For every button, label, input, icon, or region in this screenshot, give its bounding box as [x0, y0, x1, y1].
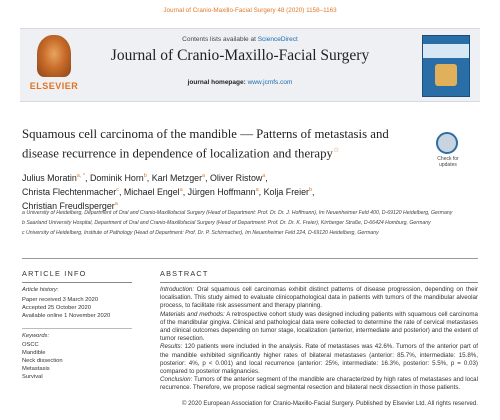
homepage-line [90, 79, 390, 86]
abstract-methods [160, 311, 478, 344]
author-name[interactable]: Christa Flechtenmacher [22, 187, 117, 198]
author-affiliation-marker[interactable]: a [202, 173, 206, 179]
abstract-divider [160, 282, 478, 283]
journal-title[interactable]: Journal of Cranio-Maxillo-Facial Surgery [110, 47, 370, 64]
keywords-divider [22, 328, 132, 329]
author-affiliation-marker[interactable]: b [143, 173, 147, 179]
affiliations [22, 208, 482, 238]
author-name[interactable]: Jürgen Hoffmann [187, 187, 256, 198]
history-online: Available online 1 November 2020 [22, 313, 111, 319]
copyright-notice: © 2020 European Association for Cranio-Maxillo-Facial Surgery. Published by Elsevier Ltd. All rights reserved. [181, 400, 478, 407]
author-affiliation-marker[interactable]: c [116, 187, 119, 194]
affiliation-b: b Saarland University Hospital, Department of Oral and Cranio-Maxillofacial Surgery (Head of Department: Prof. Dr. Dr. K. Freier), Kirrberger Straße, D-66424 Homburg, Germany [22, 220, 431, 226]
keyword-list [22, 341, 142, 381]
homepage-link[interactable]: www.jcmfs.com [247, 79, 293, 86]
abstract-section-text: Oral squamous cell carcinomas exhibit distinct patterns of disease progression, depending on their localisation. This study aimed to evaluate clinicopathological data in patients with tumors of the mandibular alveolar process, to facilitate risk assessment and therapy planning. [160, 286, 478, 310]
author-affiliation-marker[interactable]: a, * [76, 173, 86, 179]
abstract-section-label: Introduction: [160, 286, 195, 293]
abstract-heading: ABSTRACT [160, 269, 209, 278]
author-name[interactable]: Julius Moratin [22, 172, 77, 183]
author-name[interactable]: Oliver Ristow [210, 172, 263, 183]
author-name[interactable]: Karl Metzger [151, 172, 203, 183]
affiliation-c: c University of Heidelberg, Institute of Pathology (Head of Department: Prof. Dr. P. Schirmacher), Im Neuenheimer Feld 224, D-69120 Heidelberg, Germany [22, 230, 379, 236]
keyword-item[interactable]: Mandible [22, 350, 46, 356]
author-name[interactable]: Dominik Horn [89, 172, 144, 183]
abstract-section-text: Tumors of the anterior segment of the mandible are characterized by high rates of metastases and local recurrence. Therefore, we propose radical segmental resection and bilateral neck dissection in those patients. [160, 376, 478, 392]
article-title [22, 127, 422, 161]
author-affiliation-marker[interactable]: a [114, 201, 118, 208]
history-received: Paper received 3 March 2020 [22, 297, 99, 303]
elsevier-tree-icon [37, 35, 71, 77]
author-affiliation-marker[interactable]: a [262, 173, 266, 179]
article-info-divider [22, 282, 132, 283]
affiliation-a: a University of Heidelberg, Department of Oral and Cranio-Maxillofacial Surgery (Head of Department: Prof. Dr. Dr. J. Hoffmann), Im Neuenheimer Feld 400, D-69120 Heidelberg, Germany [22, 210, 453, 216]
author-list: Julius Moratin$^{a, *}$, Dominik Horn$^b$, Karl Metzger$^a$, Oliver Ristow$^a$, Christa Flechtenmacher$^c$, Michael Engel$^a$, Jürgen Hoffmann$^a$, Kolja Freier$^b$, Christian Freudlsperger$^a$ [22, 172, 315, 212]
keyword-item[interactable]: Neck dissection [22, 358, 63, 364]
title-star-icon[interactable]: ☆ [332, 145, 340, 154]
elsevier-logo-text: ELSEVIER [29, 81, 79, 91]
author-name[interactable]: Kolja Freier [263, 187, 309, 198]
abstract-body [160, 286, 478, 393]
sciencedirect-link[interactable]: ScienceDirect [257, 36, 298, 43]
check-updates-label: Check for updates [437, 156, 459, 168]
journal-cover-image[interactable] [422, 35, 470, 97]
abstract-section-label: Conclusion: [160, 376, 193, 384]
author-affiliation-marker[interactable]: a [255, 187, 259, 194]
abstract-introduction [160, 286, 478, 311]
history-accepted: Accepted 25 October 2020 [22, 305, 91, 311]
keyword-item[interactable]: Survival [22, 374, 43, 380]
author-name[interactable]: Christian Freudlsperger [22, 201, 115, 212]
keyword-item[interactable]: Metastasis [22, 366, 50, 372]
article-history [22, 296, 142, 320]
author-name[interactable]: Michael Engel [123, 187, 180, 198]
elsevier-logo[interactable] [27, 35, 81, 93]
section-divider [22, 258, 478, 259]
author-affiliation-marker[interactable]: b [308, 187, 313, 194]
homepage-label: journal homepage: [187, 79, 246, 86]
keyword-item[interactable]: OSCC [22, 342, 39, 348]
cover-illustration [435, 64, 457, 86]
contents-line [90, 36, 390, 43]
author-affiliation-marker[interactable]: a [179, 187, 183, 194]
article-info-heading: ARTICLE INFO [22, 269, 87, 278]
cover-band [423, 44, 469, 58]
abstract-section-label: Materials and methods: [160, 310, 225, 318]
abstract-section-text: 120 patients were included in the analysis. Rate of metastases was 42.6%. Tumors of the anterior part of the mandible exhibited significantly higher rates of bilateral metastases (anterior: 85.7%, intermediate: 15.8%, posterior: 4%, p < 0.001) and local recurrence (anterior: 25%, intermediate: 16.3%, posterior: 5.5%, p = 0.03) compared to posterior malignancies. [160, 343, 478, 376]
abstract-section-text: A retrospective cohort study was designed including patients with squamous cell carcinoma of the mandibular gingiva. Clinical and pathological data were collected to determine the rate of cervical metastases and clinical outcomes depending on tumor stage, localization (anterior, intermediate and posterior) and the extent of tumor resection. [160, 310, 478, 343]
abstract-section-label: Results: [160, 343, 183, 351]
check-updates-icon [436, 132, 458, 154]
journal-citation[interactable]: Journal of Cranio-Maxillo-Facial Surgery 48 (2020) 1158–1163 [163, 7, 337, 14]
article-title-text: Squamous cell carcinoma of the mandible — Patterns of metastasis and disease recurrence in dependence of localization and therapy [22, 127, 389, 160]
abstract-results [160, 343, 478, 376]
abstract-conclusion [160, 376, 478, 392]
contents-prefix: Contents lists available at [182, 36, 256, 43]
journal-masthead [20, 28, 480, 102]
article-history-label: Article history: [22, 287, 59, 293]
keywords-label: Keywords: [22, 333, 50, 339]
